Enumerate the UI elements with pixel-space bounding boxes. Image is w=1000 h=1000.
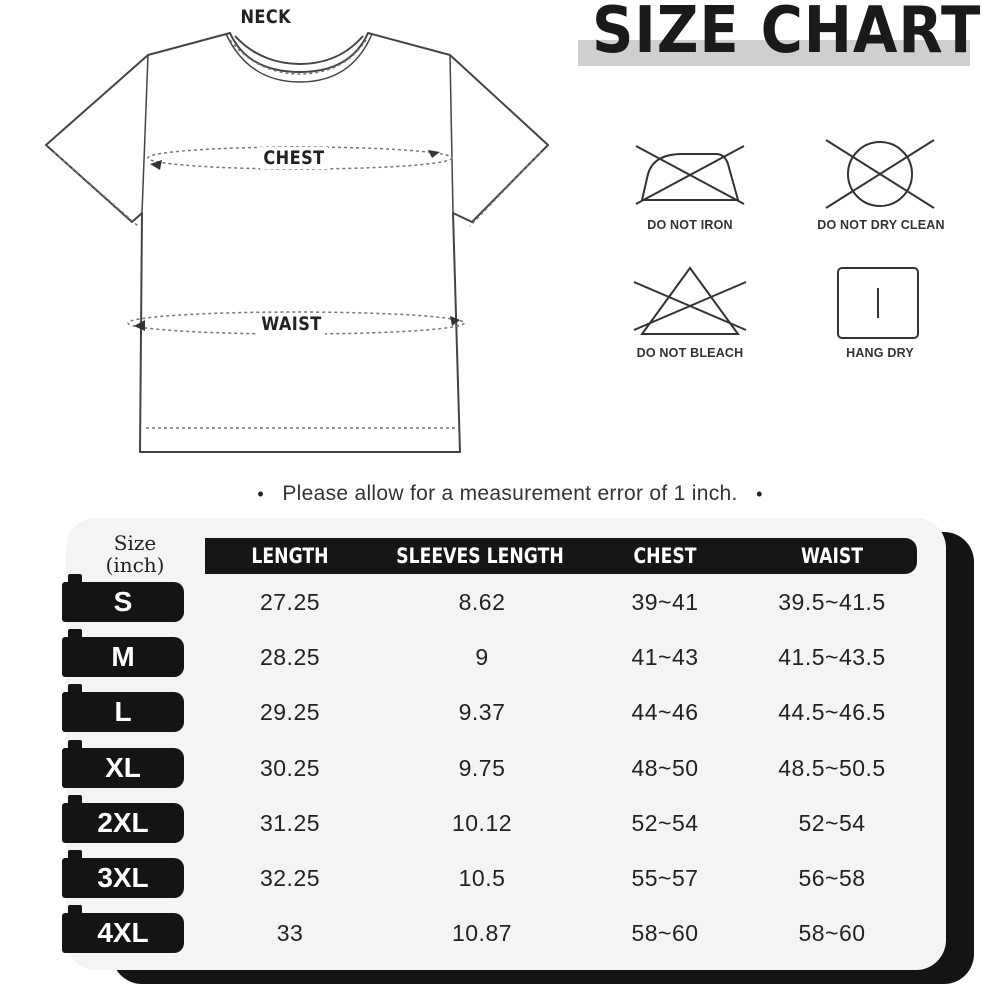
size-label: M [62,637,184,677]
table-cell: 31.25 [259,810,321,836]
table-cell: 10.87 [451,920,513,946]
column-header-waist: WAIST [800,544,864,568]
table-cell: 55~57 [631,865,699,891]
table-cell: 48.5~50.5 [778,755,886,781]
measurement-note [170,482,850,506]
table-cell: 9.37 [458,699,506,725]
table-cell: 27.25 [259,589,321,615]
size-label: S [62,582,184,622]
table-cell: 8.62 [458,589,506,615]
do-not-iron-icon [630,130,750,210]
table-cell: 9 [475,644,489,670]
column-header-chest: CHEST [633,544,697,568]
table-cell: 39.5~41.5 [778,589,886,615]
table-cell: 48~50 [631,755,699,781]
table-cell: 39~41 [631,589,699,615]
do-not-bleach-icon [630,260,750,340]
care-label-bleach: DO NOT BLEACH [636,346,744,360]
table-cell: 28.25 [259,644,321,670]
size-label: XL [62,748,184,788]
size-column-header [90,532,180,576]
do-not-dry-clean-icon [820,130,940,210]
hang-dry-icon [818,264,938,344]
table-cell: 30.25 [259,755,321,781]
size-label: 3XL [62,858,184,898]
bullet-icon: • [756,484,763,504]
chest-label: CHEST [260,147,328,169]
table-cell: 29.25 [259,699,321,725]
table-cell: 41~43 [631,644,699,670]
table-cell: 10.12 [451,810,513,836]
care-label-iron: DO NOT IRON [647,218,733,232]
table-cell: 52~54 [798,810,866,836]
column-header-length: LENGTH [251,544,329,568]
table-cell: 52~54 [631,810,699,836]
size-header-unit: (inch) [105,553,165,577]
size-label: 4XL [62,913,184,953]
table-cell: 44.5~46.5 [778,699,886,725]
size-table-panel [66,518,946,970]
table-cell: 44~46 [631,699,699,725]
table-cell: 10.5 [458,865,506,891]
column-header-sleeves-length: SLEEVES LENGTH [396,544,564,568]
measurement-note-text: Please allow for a measurement error of 1 inch. [282,482,738,505]
size-label: L [62,692,184,732]
table-cell: 58~60 [631,920,699,946]
tshirt-diagram [30,0,570,470]
table-cell: 9.75 [458,755,506,781]
size-header-label: Size [113,531,157,555]
bullet-icon: • [257,484,264,504]
care-label-hang-dry: HANG DRY [846,346,914,360]
neck-label: NECK [237,6,294,28]
table-cell: 33 [276,920,304,946]
table-cell: 41.5~43.5 [778,644,886,670]
table-cell: 58~60 [798,920,866,946]
table-cell: 56~58 [798,865,866,891]
care-label-dry-clean: DO NOT DRY CLEAN [817,218,945,232]
waist-label: WAIST [258,313,325,335]
page-title: SIZE CHART [592,0,982,68]
table-cell: 32.25 [259,865,321,891]
size-label: 2XL [62,803,184,843]
